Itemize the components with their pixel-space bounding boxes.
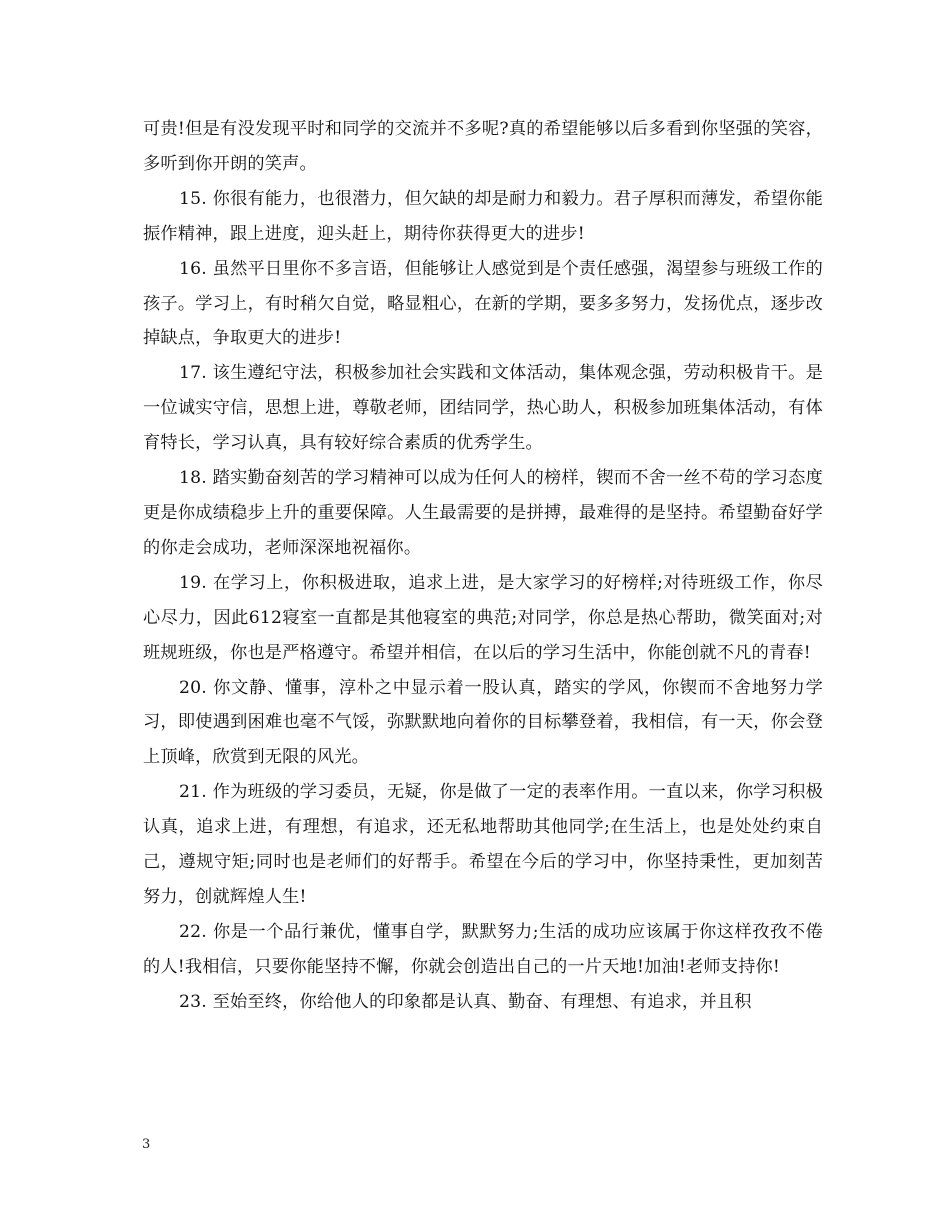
paragraph-item-15: 15. 你很有能力，也很潜力，但欠缺的却是耐力和毅力。君子厚积而薄发，希望你能振作精神，跟上进度，迎头赶上，期待你获得更大的进步! bbox=[143, 188, 823, 244]
paragraph-item-21: 21. 作为班级的学习委员，无疑，你是做了一定的表率作用。一直以来，你学习积极认真，追求上进，有理想，有追求，还无私地帮助其他同学;在生活上，也是处处约束自己，遵规守矩;同时也是老师们的好帮手。希望在今后的学习中，你坚持秉性，更加刻苦努力，创就辉煌人生! bbox=[143, 782, 823, 907]
page-number: 3 bbox=[142, 1137, 151, 1152]
paragraph-item-23: 23. 至始至终，你给他人的印象都是认真、勤奋、有理想、有追求，并且积 bbox=[179, 991, 752, 1012]
paragraph-item-16: 16. 虽然平日里你不多言语，但能够让人感觉到是个责任感强，渴望参与班级工作的孩子。学习上，有时稍欠自觉，略显粗心，在新的学期，要多多努力，发扬优点，逐步改掉缺点，争取更大的进步! bbox=[143, 258, 823, 349]
paragraph-continued: 可贵!但是有没发现平时和同学的交流并不多呢?真的希望能够以后多看到你坚强的笑容，多听到你开朗的笑声。 bbox=[143, 119, 823, 174]
paragraph-item-22: 22. 你是一个品行兼优，懂事自学，默默努力;生活的成功应该属于你这样孜孜不倦的人!我相信，只要你能坚持不懈，你就会创造出自己的一片天地!加油!老师支持你! bbox=[143, 921, 823, 977]
paragraph-item-17: 17. 该生遵纪守法，积极参加社会实践和文体活动，集体观念强，劳动积极肯干。是一位诚实守信，思想上进，尊敬老师，团结同学，热心助人，积极参加班集体活动，有体育特长，学习认真，具有较好综合素质的优秀学生。 bbox=[143, 363, 823, 454]
paragraph-item-18: 18. 踏实勤奋刻苦的学习精神可以成为任何人的榜样，锲而不舍一丝不苟的学习态度更是你成绩稳步上升的重要保障。人生最需要的是拼搏，最难得的是坚持。希望勤奋好学的你走会成功，老师深深地祝福你。 bbox=[143, 468, 823, 558]
paragraph-item-19: 19. 在学习上，你积极进取，追求上进，是大家学习的好榜样;对待班级工作，你尽心尽力，因此612寝室一直都是其他寝室的典范;对同学，你总是热心帮助，微笑面对;对班规班级，你也是严格遵守。希望并相信，在以后的学习生活中，你能创就不凡的青春! bbox=[143, 572, 823, 663]
paragraph-item-20: 20. 你文静、懂事，淳朴之中显示着一股认真，踏实的学风，你锲而不舍地努力学习，即使遇到困难也毫不气馁，弥默默地向着你的目标攀登着，我相信，有一天，你会登上顶峰，欣赏到无限的风光。 bbox=[143, 677, 823, 768]
document-body bbox=[143, 112, 823, 1020]
